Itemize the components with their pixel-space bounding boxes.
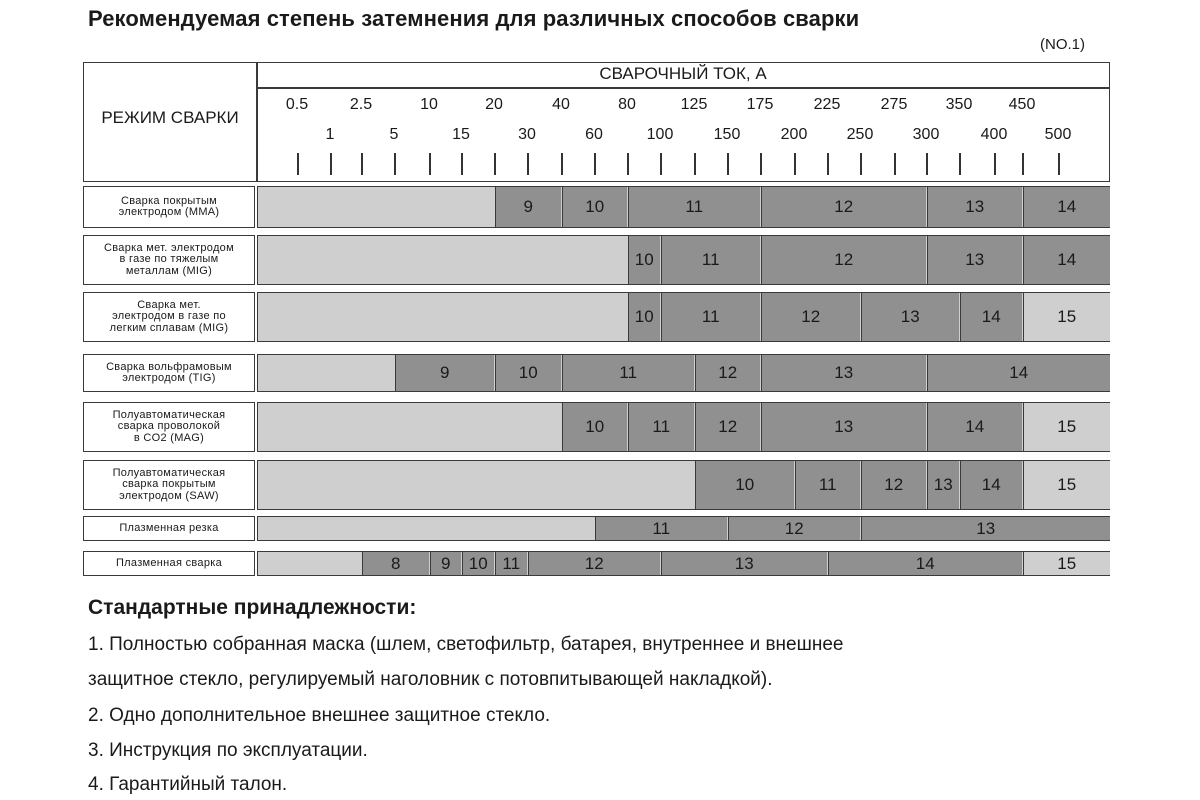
shade-segment: 13 — [927, 187, 1022, 227]
shade-row — [257, 516, 1110, 541]
shade-segment: 9 — [495, 187, 561, 227]
shade-segment: 10 — [495, 355, 561, 391]
shade-row — [257, 235, 1110, 285]
tick-mark — [860, 153, 862, 175]
shade-segment: 9 — [395, 355, 494, 391]
accessories-title: Стандартные принадлежности: — [88, 596, 417, 619]
shade-segment: 11 — [661, 293, 760, 341]
shade-segment: 13 — [761, 403, 926, 451]
welding-mode-label: Полуавтоматическая сварка покрытым электродом (SAW) — [83, 460, 255, 510]
shade-segment: 15 — [1023, 293, 1110, 341]
tick-mark — [297, 153, 299, 175]
tick-label: 125 — [680, 96, 708, 113]
shade-segment: 12 — [695, 403, 760, 451]
tick-mark — [994, 153, 996, 175]
tick-mark — [561, 153, 563, 175]
tick-mark — [361, 153, 363, 175]
shade-segment: 12 — [761, 236, 926, 284]
shade-segment: 14 — [960, 293, 1022, 341]
tick-mark — [330, 153, 332, 175]
tick-label: 2.5 — [349, 96, 373, 113]
tick-label: 15 — [452, 126, 470, 143]
shade-row — [257, 551, 1110, 576]
header-rule — [256, 87, 1110, 89]
shade-segment: 14 — [927, 355, 1110, 391]
shade-segment: 13 — [861, 517, 1110, 540]
tick-mark — [494, 153, 496, 175]
shade-segment: 9 — [430, 552, 461, 575]
welding-mode-label: Сварка вольфрамовым электродом (TIG) — [83, 354, 255, 392]
tick-label: 30 — [518, 126, 536, 143]
tick-label: 200 — [780, 126, 808, 143]
accessory-item: защитное стекло, регулируемый наголовник с потовпитывающей накладкой). — [88, 669, 773, 690]
shade-segment: 13 — [927, 461, 959, 509]
tick-mark — [594, 153, 596, 175]
tick-label: 100 — [646, 126, 674, 143]
welding-mode-label: Сварка покрытым электродом (MMA) — [83, 186, 255, 228]
shade-segment: 15 — [1023, 461, 1110, 509]
tick-label: 350 — [945, 96, 973, 113]
tick-mark — [894, 153, 896, 175]
shade-segment: 11 — [495, 552, 527, 575]
page-title: Рекомендуемая степень затемнения для различных способов сварки — [88, 6, 860, 31]
shade-segment: 14 — [927, 403, 1022, 451]
tick-mark — [627, 153, 629, 175]
tick-label: 0.5 — [285, 96, 309, 113]
tick-label: 20 — [485, 96, 503, 113]
welding-mode-label: Плазменная сварка — [83, 551, 255, 576]
tick-label: 275 — [880, 96, 908, 113]
shade-segment: 12 — [695, 355, 760, 391]
tick-mark — [926, 153, 928, 175]
accessory-item: 3. Инструкция по эксплуатации. — [88, 740, 368, 761]
tick-label: 40 — [552, 96, 570, 113]
tick-mark — [660, 153, 662, 175]
tick-label: 400 — [980, 126, 1008, 143]
accessory-item: 4. Гарантийный талон. — [88, 774, 288, 795]
tick-mark — [794, 153, 796, 175]
tick-mark — [694, 153, 696, 175]
shade-segment: 12 — [861, 461, 926, 509]
tick-mark — [461, 153, 463, 175]
tick-label: 10 — [420, 96, 438, 113]
shade-row — [257, 460, 1110, 510]
shade-segment: 15 — [1023, 552, 1110, 575]
tick-label: 450 — [1008, 96, 1036, 113]
shade-segment: 11 — [795, 461, 860, 509]
shade-segment: 13 — [661, 552, 827, 575]
tick-mark — [394, 153, 396, 175]
shade-segment: 10 — [462, 552, 494, 575]
tick-label: 60 — [585, 126, 603, 143]
accessory-item: 1. Полностью собранная маска (шлем, светофильтр, батарея, внутреннее и внешнее — [88, 634, 844, 655]
shade-segment: 13 — [861, 293, 959, 341]
accessory-item: 2. Одно дополнительное внешнее защитное стекло. — [88, 705, 551, 726]
document-number: (NO.1) — [1040, 36, 1085, 53]
welding-mode-label: Сварка мет. электродом в газе по легким сплавам (MIG) — [83, 292, 255, 342]
tick-mark — [760, 153, 762, 175]
shade-row — [257, 402, 1110, 452]
tick-mark — [727, 153, 729, 175]
shade-segment: 13 — [761, 355, 926, 391]
tick-mark — [827, 153, 829, 175]
tick-label: 150 — [713, 126, 741, 143]
shade-segment: 14 — [1023, 236, 1110, 284]
shade-segment: 11 — [628, 187, 760, 227]
shade-segment: 10 — [562, 187, 627, 227]
welding-current-header: СВАРОЧНЫЙ ТОК, А — [599, 64, 767, 83]
shade-segment: 12 — [728, 517, 860, 540]
shade-segment: 10 — [628, 293, 660, 341]
shade-segment: 14 — [828, 552, 1022, 575]
welding-mode-label: Сварка мет. электродом в газе по тяжелым металлам (MIG) — [83, 235, 255, 285]
welding-mode-header: РЕЖИМ СВАРКИ — [101, 108, 239, 127]
shade-segment: 11 — [595, 517, 727, 540]
shade-segment: 14 — [1023, 187, 1110, 227]
shade-segment: 11 — [628, 403, 694, 451]
shade-segment: 10 — [695, 461, 794, 509]
tick-mark — [429, 153, 431, 175]
tick-label: 1 — [325, 126, 335, 143]
tick-mark — [1022, 153, 1024, 175]
shade-segment: 10 — [562, 403, 627, 451]
shade-segment: 10 — [628, 236, 660, 284]
shade-row — [257, 186, 1110, 228]
tick-mark — [1058, 153, 1060, 175]
tick-label: 300 — [912, 126, 940, 143]
shade-segment: 12 — [761, 293, 860, 341]
shade-segment: 13 — [927, 236, 1022, 284]
shade-row — [257, 354, 1110, 392]
tick-label: 80 — [618, 96, 636, 113]
shade-segment: 12 — [528, 552, 660, 575]
shade-segment: 14 — [960, 461, 1022, 509]
tick-label: 250 — [846, 126, 874, 143]
tick-label: 500 — [1044, 126, 1072, 143]
tick-mark — [959, 153, 961, 175]
shade-segment: 15 — [1023, 403, 1110, 451]
shade-row — [257, 292, 1110, 342]
tick-label: 225 — [813, 96, 841, 113]
tick-mark — [527, 153, 529, 175]
shade-segment: 11 — [661, 236, 760, 284]
shade-segment: 8 — [362, 552, 429, 575]
tick-label: 5 — [389, 126, 399, 143]
tick-label: 175 — [746, 96, 774, 113]
shade-segment: 12 — [761, 187, 926, 227]
shade-segment: 11 — [562, 355, 694, 391]
welding-mode-label: Полуавтоматическая сварка проволокой в CO2 (MAG) — [83, 402, 255, 452]
welding-mode-label: Плазменная резка — [83, 516, 255, 541]
